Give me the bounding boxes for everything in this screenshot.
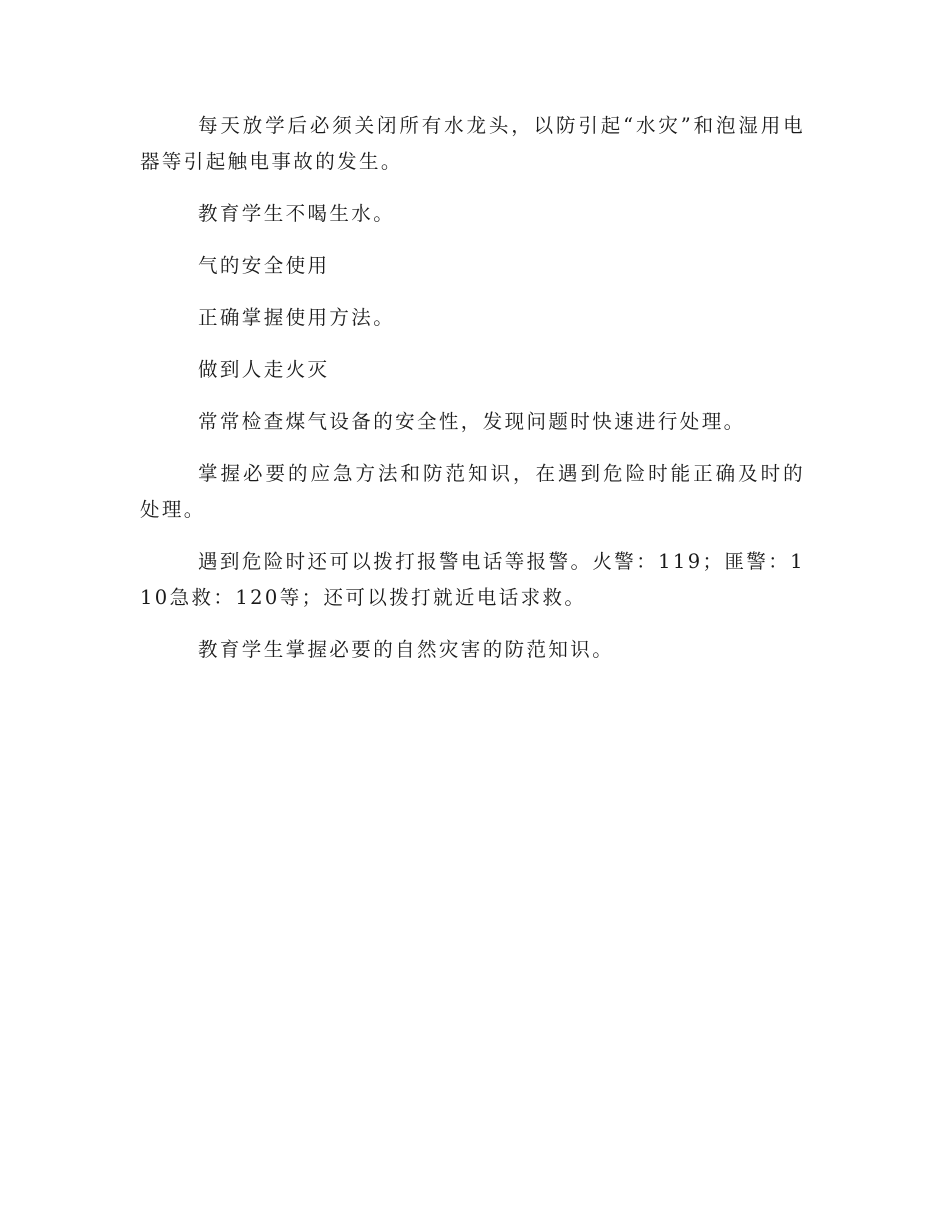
paragraph-emergency-numbers: 遇到危险时还可以拨打报警电话等报警。火警：119；匪警：110急救：120等；还可以拨打就近电话求救。 (140, 550, 805, 609)
paragraph-turn-off-taps: 每天放学后必须关闭所有水龙头，以防引起“水灾”和泡湿用电器等引起触电事故的发生。 (140, 114, 805, 173)
paragraph-emergency-knowledge: 掌握必要的应急方法和防范知识，在遇到危险时能正确及时的处理。 (140, 462, 805, 521)
paragraph-disaster-prevention: 教育学生掌握必要的自然灾害的防范知识。 (198, 638, 615, 661)
document-body (140, 108, 805, 684)
paragraph-correct-usage: 正确掌握使用方法。 (198, 306, 396, 329)
paragraph-fire-off: 做到人走火灭 (198, 358, 330, 381)
paragraph-check-gas-equipment: 常常检查煤气设备的安全性，发现问题时快速进行处理。 (198, 410, 746, 433)
paragraph-no-raw-water: 教育学生不喝生水。 (198, 202, 396, 225)
paragraph-gas-safety-heading: 气的安全使用 (198, 254, 330, 277)
